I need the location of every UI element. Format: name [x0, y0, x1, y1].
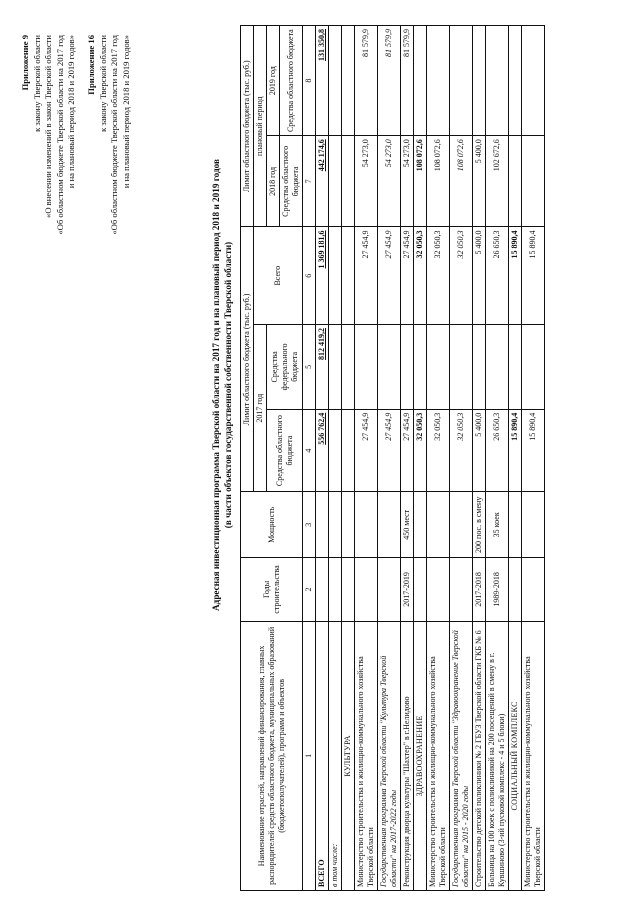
row-regional-2017: 15 890,4	[522, 409, 545, 492]
row-total-2017: 27 454,9	[401, 227, 414, 325]
appendix-9-header	[20, 35, 78, 465]
header-total: Всего	[254, 227, 303, 325]
row-regional-2018: 102 672,6	[486, 136, 509, 227]
row-name: Строительство детской поликлиники № 2 ГБУЗ Тверской области ГКБ № 6	[473, 621, 486, 890]
row-regional-2018	[342, 136, 355, 227]
row-regional-2019	[522, 26, 545, 136]
row-capacity	[378, 492, 401, 558]
row-years	[329, 558, 342, 622]
row-capacity: 200 пос. в смену	[473, 492, 486, 558]
row-total-2017: 32 050,3	[414, 227, 427, 325]
row-federal-2017	[486, 324, 509, 409]
row-federal-2017	[329, 324, 342, 409]
appendix-9-title: Приложение 9	[20, 35, 30, 91]
table-row	[378, 26, 401, 891]
table-row	[486, 26, 509, 891]
row-years	[316, 558, 329, 622]
row-capacity	[329, 492, 342, 558]
row-regional-2018	[329, 136, 342, 227]
row-name: Министерство строительства и жилищно-коммунального хозяйства Тверской области	[355, 621, 378, 890]
header-capacity: Мощность	[241, 492, 303, 558]
row-regional-2019	[450, 26, 473, 136]
row-total-2017: 27 454,9	[378, 227, 401, 325]
header-plan-period: плановый период	[254, 26, 267, 227]
header-limit-plan: Лимит областного бюджета (тыс. руб.)	[241, 26, 254, 227]
investment-program-table	[240, 25, 545, 891]
row-federal-2017	[401, 324, 414, 409]
row-capacity	[414, 492, 427, 558]
row-years	[378, 558, 401, 622]
appendix-16-line: «Об областном бюджете Тверской области на 2017 год	[109, 35, 119, 235]
table-row	[509, 26, 522, 891]
row-regional-2017: 5 400,0	[473, 409, 486, 492]
appendix-9-line: к закону Тверской области	[31, 35, 42, 132]
row-regional-2017: 32 050,3	[427, 409, 450, 492]
row-regional-2019	[427, 26, 450, 136]
row-total-2017: 15 890,4	[522, 227, 545, 325]
column-number: 4	[303, 409, 316, 492]
appendix-9-line: и на плановый период 2018 и 2019 годов»	[66, 35, 76, 189]
row-total-2017: 32 050,3	[450, 227, 473, 325]
row-total-2017: 15 890,4	[509, 227, 522, 325]
row-capacity	[509, 492, 522, 558]
row-regional-2018: 442 174,6	[316, 136, 329, 227]
column-number: 3	[303, 492, 316, 558]
header-limit-2017: Лимит областного бюджета (тыс. руб.)	[241, 227, 254, 492]
row-total-2017: 27 454,9	[355, 227, 378, 325]
row-regional-2018: 108 072,6	[414, 136, 427, 227]
header-years: Годы строительства	[241, 558, 303, 622]
row-capacity	[355, 492, 378, 558]
row-federal-2017	[427, 324, 450, 409]
row-total-2017: 32 050,3	[427, 227, 450, 325]
row-regional-2018: 54 273,0	[401, 136, 414, 227]
row-regional-2019	[414, 26, 427, 136]
row-regional-2017	[329, 409, 342, 492]
row-regional-2019: 131 350,8	[316, 26, 329, 136]
row-regional-2017: 15 890,4	[509, 409, 522, 492]
row-regional-2017: 556 762,4	[316, 409, 329, 492]
appendix-16-title: Приложение 16	[86, 35, 96, 95]
row-regional-2019: 81 579,9	[378, 26, 401, 136]
row-regional-2017: 27 454,9	[355, 409, 378, 492]
column-number: 7	[303, 136, 316, 227]
header-regional-funds-2019: Средства областного бюджета	[280, 26, 303, 136]
row-regional-2017: 27 454,9	[378, 409, 401, 492]
row-years	[414, 558, 427, 622]
row-capacity: 450 мест	[401, 492, 414, 558]
row-total-2017	[329, 227, 342, 325]
column-number: 1	[303, 621, 316, 890]
column-number: 5	[303, 324, 316, 409]
row-name: Государственная программа Тверской области "Здравоохранение Тверской области" на 2015 - 2020 годы	[450, 621, 473, 890]
row-name: Больница на 100 коек с поликлиникой на 200 посещений в смену в г. Кувшиново (3-ий пусковой комплекс - 4 и 5 блоки)	[486, 621, 509, 890]
row-federal-2017	[522, 324, 545, 409]
row-years	[427, 558, 450, 622]
table-row	[427, 26, 450, 891]
row-federal-2017	[414, 324, 427, 409]
appendix-16-header	[86, 35, 132, 465]
row-years	[355, 558, 378, 622]
header-year-2017: 2017 год	[254, 324, 267, 491]
row-regional-2018: 108 072,6	[427, 136, 450, 227]
row-capacity	[342, 492, 355, 558]
row-federal-2017	[450, 324, 473, 409]
row-regional-2018	[522, 136, 545, 227]
table-row	[450, 26, 473, 891]
table-row	[355, 26, 378, 891]
row-regional-2017: 27 454,9	[401, 409, 414, 492]
row-regional-2018: 54 273,0	[355, 136, 378, 227]
row-regional-2017: 26 650,3	[486, 409, 509, 492]
document-title-block	[210, 25, 234, 745]
row-regional-2017	[342, 409, 355, 492]
column-number: 6	[303, 227, 316, 325]
table-row	[401, 26, 414, 891]
row-regional-2019	[509, 26, 522, 136]
row-years	[509, 558, 522, 622]
row-years	[450, 558, 473, 622]
row-total-2017: 26 650,3	[486, 227, 509, 325]
row-name: Государственная программа Тверской области "Культура Тверской области" на 2017-2022 годы	[378, 621, 401, 890]
row-years: 2017-2019	[401, 558, 414, 622]
document-title: Адресная инвестиционная программа Тверской области на 2017 год и на плановый период 2018 и 2019 годов	[211, 159, 221, 611]
row-regional-2017: 32 050,3	[414, 409, 427, 492]
row-regional-2018: 108 072,6	[450, 136, 473, 227]
row-regional-2018	[509, 136, 522, 227]
row-regional-2019: 81 579,9	[401, 26, 414, 136]
row-capacity: 35 коек	[486, 492, 509, 558]
header-regional-funds-2018: Средства областного бюджета	[280, 136, 303, 227]
row-years	[342, 558, 355, 622]
row-regional-2019	[486, 26, 509, 136]
table-row	[473, 26, 486, 891]
row-regional-2017: 32 050,3	[450, 409, 473, 492]
row-capacity	[427, 492, 450, 558]
section-title: ЗДРАВООХРАНЕНИЕ	[414, 621, 427, 890]
row-years: 2017-2018	[473, 558, 486, 622]
row-regional-2018: 5 400,0	[473, 136, 486, 227]
header-name: Наименование отраслей, направлений финансирования, главных распорядителей средств областного бюджета, муниципальных образований (бюджетополучателей), программ и объектов	[241, 621, 303, 890]
header-federal-funds: Средства федерального бюджета	[267, 324, 303, 409]
row-federal-2017	[509, 324, 522, 409]
header-regional-funds: Средства областного бюджета	[267, 409, 303, 492]
row-name: в том числе:	[329, 621, 342, 890]
appendix-16-line: и на плановый период 2018 и 2019 годов»	[120, 35, 131, 189]
row-total-2017	[342, 227, 355, 325]
table-row	[522, 26, 545, 891]
appendix-16-line: к закону Тверской области	[97, 35, 108, 132]
table-row	[414, 26, 427, 891]
header-year-2018: 2018 год	[267, 136, 280, 227]
appendix-9-line: «О внесении изменений в закон Тверской области	[43, 35, 53, 218]
header-year-2019: 2019 год	[267, 26, 280, 136]
row-name: Министерство строительства и жилищно-коммунального хозяйства Тверской области	[522, 621, 545, 890]
row-regional-2019: 81 579,9	[355, 26, 378, 136]
row-name: Реконструкция дворца культуры "Шахтер" в г.Нелидово	[401, 621, 414, 890]
section-title: КУЛЬТУРА	[342, 621, 355, 890]
table-row	[342, 26, 355, 891]
row-capacity	[316, 492, 329, 558]
column-number: 2	[303, 558, 316, 622]
row-name: ВСЕГО	[316, 621, 329, 890]
section-title: СОЦИАЛЬНЫЙ КОМПЛЕКС	[509, 621, 522, 890]
row-capacity	[522, 492, 545, 558]
row-federal-2017	[342, 324, 355, 409]
row-federal-2017	[473, 324, 486, 409]
row-federal-2017	[378, 324, 401, 409]
row-regional-2019	[329, 26, 342, 136]
row-regional-2018: 54 273,0	[378, 136, 401, 227]
row-regional-2019	[473, 26, 486, 136]
column-number: 8	[303, 26, 316, 136]
row-capacity	[450, 492, 473, 558]
table-row	[329, 26, 342, 891]
row-years: 1989-2018	[486, 558, 509, 622]
table-row	[316, 26, 329, 891]
row-years	[522, 558, 545, 622]
appendix-9-line: «Об областном бюджете Тверской области на 2017 год	[54, 35, 65, 235]
row-regional-2019	[342, 26, 355, 136]
row-name: Министерство строительства и жилищно-коммунального хозяйства Тверской области	[427, 621, 450, 890]
row-federal-2017: 812 419,2	[316, 324, 329, 409]
row-total-2017: 5 400,0	[473, 227, 486, 325]
document-subtitle: (в части объектов государственной собственности Тверской области)	[223, 241, 233, 529]
row-total-2017: 1 369 181,6	[316, 227, 329, 325]
row-federal-2017	[355, 324, 378, 409]
